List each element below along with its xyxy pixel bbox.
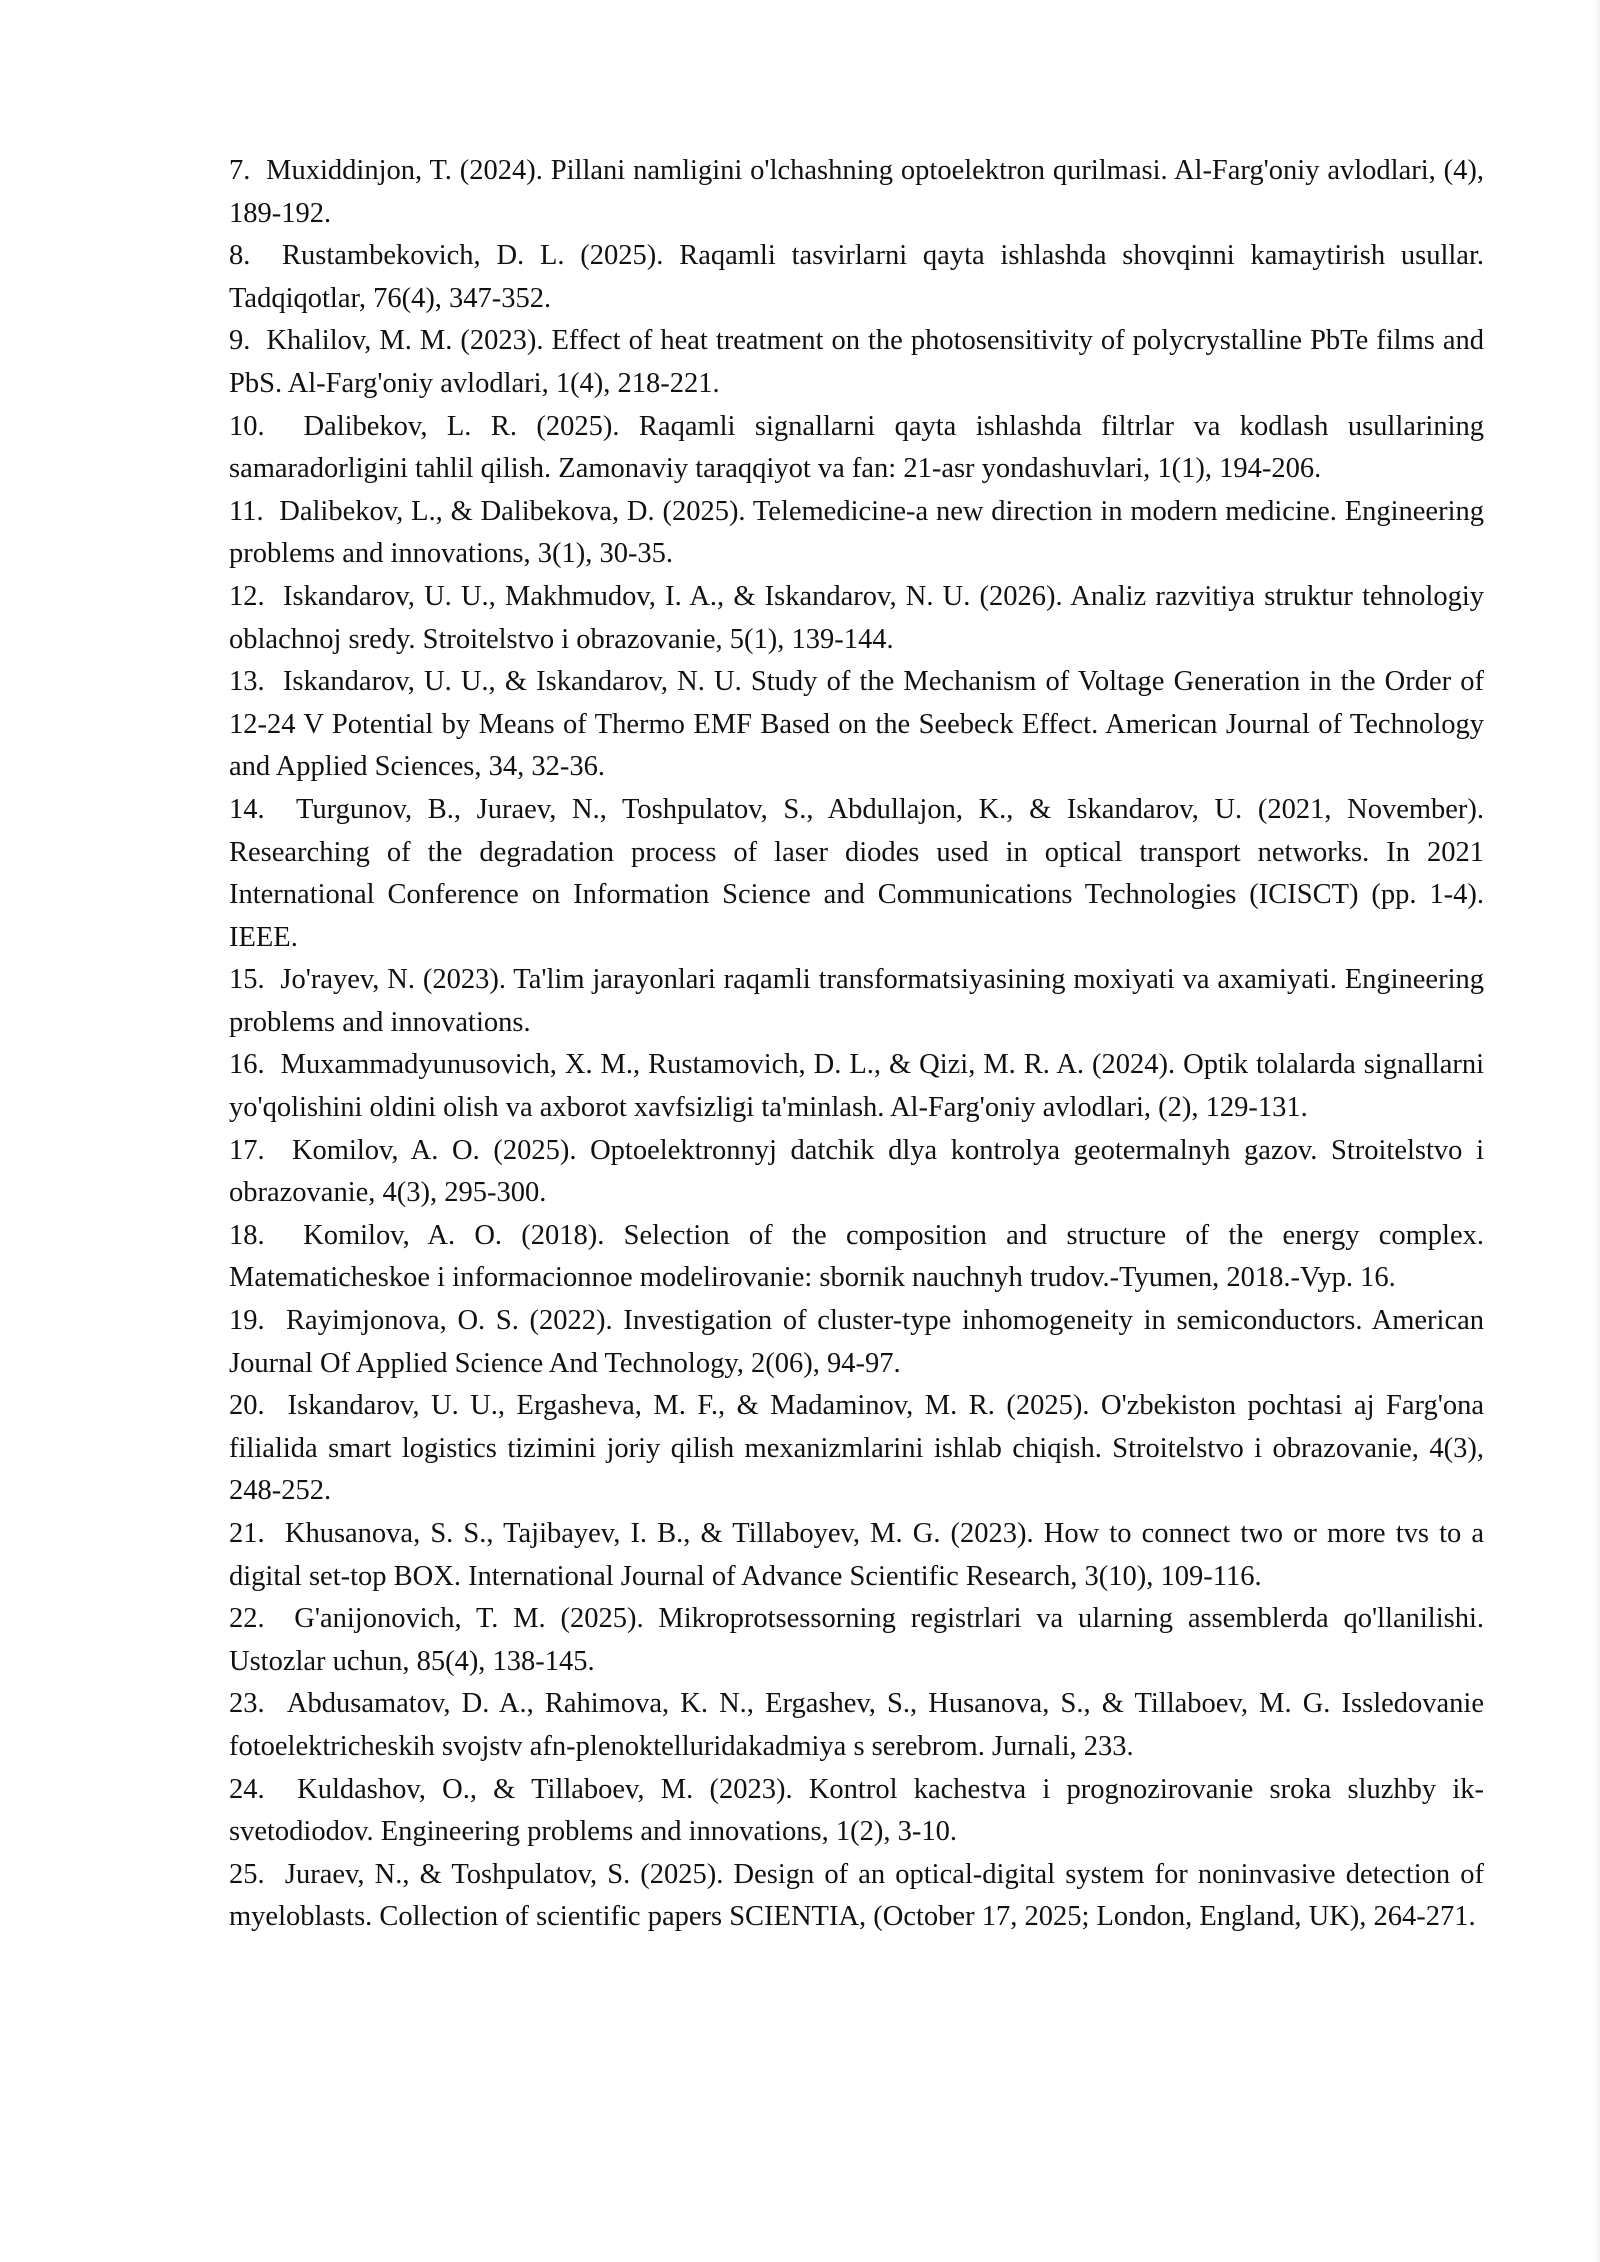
reference-list — [229, 150, 1484, 1939]
reference-number: 8. — [229, 240, 251, 272]
reference-item — [229, 1854, 1484, 1939]
reference-item — [229, 1769, 1484, 1854]
reference-number: 17. — [229, 1134, 265, 1166]
reference-item — [229, 491, 1484, 576]
reference-number: 12. — [229, 580, 265, 612]
reference-text: Muxiddinjon, T. (2024). Pillani namligini o'lchashning optoelektron qurilmasi. Al-Farg'oniy avlodlari, (4), 189-192. — [229, 155, 1484, 229]
reference-text: Iskandarov, U. U., Makhmudov, I. A., & Iskandarov, N. U. (2026). Analiz razvitiya struktur tehnologiy oblachnoj sredy. Stroitelstvo i obrazovanie, 5(1), 139-144. — [229, 580, 1485, 655]
reference-text: Dalibekov, L. R. (2025). Raqamli signallarni qayta ishlashda filtrlar va kodlash usullarining samaradorligini tahlil qilish. Zamonaviy taraqqiyot va fan: 21-asr yondashuvlari, 1(1), 194-206. — [229, 410, 1484, 485]
reference-text: Khusanova, S. S., Tajibayev, I. B., & Tillaboyev, M. G. (2023). How to connect two or more tvs to a digital set-top BOX. International Journal of Advance Scientific Research, 3(10), 109-116. — [229, 1518, 1484, 1592]
reference-text: Juraev, N., & Toshpulatov, S. (2025). Design of an optical-digital system for noninvasive detection of myeloblasts. Collection of scientific papers SCIENTIA, (October 17, 2025; London, England, UK), 264-271. — [229, 1858, 1485, 1933]
reference-item — [229, 1215, 1484, 1300]
reference-number: 20. — [229, 1390, 265, 1422]
page-edge-shadow — [1594, 0, 1600, 2262]
reference-item — [229, 1385, 1484, 1513]
reference-item — [229, 959, 1484, 1044]
reference-text: G'anijonovich, T. M. (2025). Mikroprotsessorning registrlari va ularning assemblerda qo'llanilishi. Ustozlar uchun, 85(4), 138-145. — [229, 1603, 1484, 1677]
reference-number: 21. — [229, 1518, 265, 1549]
reference-text: Abdusamatov, D. A., Rahimova, K. N., Ergashev, S., Husanova, S., & Tillaboev, M. G. Issledovanie fotoelektricheskih svojstv afn-plenoktelluridakadmiya s serebrom. Jurnali, 233. — [229, 1688, 1485, 1762]
reference-item — [229, 789, 1484, 959]
reference-number: 11. — [229, 495, 264, 527]
reference-number: 19. — [229, 1305, 265, 1337]
reference-item — [229, 1300, 1484, 1385]
reference-item — [229, 1130, 1484, 1215]
reference-item — [229, 150, 1484, 235]
reference-number: 13. — [229, 666, 265, 698]
reference-number: 7. — [229, 155, 251, 186]
reference-number: 25. — [229, 1858, 265, 1890]
reference-item — [229, 235, 1484, 320]
reference-number: 10. — [229, 410, 265, 442]
reference-item — [229, 1513, 1484, 1598]
reference-text: Rustambekovich, D. L. (2025). Raqamli tasvirlarni qayta ishlashda shovqinni kamaytirish usullar. Tadqiqotlar, 76(4), 347-352. — [229, 240, 1485, 314]
reference-number: 14. — [229, 793, 265, 825]
reference-number: 16. — [229, 1049, 265, 1081]
reference-text: Iskandarov, U. U., Ergasheva, M. F., & Madaminov, M. R. (2025). O'zbekiston pochtasi aj Farg'ona filialida smart logistics tizimini joriy qilish mexanizmlarini ishlab chiqish. Stroitelstvo i obrazovanie, 4(3), 248-252. — [229, 1390, 1484, 1507]
reference-item — [229, 1598, 1484, 1683]
reference-text: Rayimjonova, O. S. (2022). Investigation of cluster-type inhomogeneity in semiconductors. American Journal Of Applied Science And Technology, 2(06), 94-97. — [229, 1305, 1485, 1379]
reference-item — [229, 406, 1484, 491]
reference-number: 22. — [229, 1603, 265, 1635]
reference-text: Turgunov, B., Juraev, N., Toshpulatov, S., Abdullajon, K., & Iskandarov, U. (2021, November). Researching of the degradation process of laser diodes used in optical transport networks. In 2021 International Conference on Information Science and Communications Technologies (ICISCT) (pp. 1-4). IEEE. — [229, 793, 1485, 953]
reference-text: Iskandarov, U. U., & Iskandarov, N. U. Study of the Mechanism of Voltage Generation in the Order of 12-24 V Potential by Means of Thermo EMF Based on the Seebeck Effect. American Journal of Technology and Applied Sciences, 34, 32-36. — [229, 666, 1485, 783]
reference-item — [229, 1683, 1484, 1768]
reference-item — [229, 1044, 1484, 1129]
reference-text: Khalilov, M. M. (2023). Effect of heat treatment on the photosensitivity of polycrystalline PbTe films and PbS. Al-Farg'oniy avlodlari, 1(4), 218-221. — [229, 325, 1485, 399]
reference-number: 18. — [229, 1219, 265, 1251]
reference-item — [229, 320, 1484, 405]
reference-text: Komilov, A. O. (2025). Optoelektronnyj datchik dlya kontrolya geotermalnyh gazov. Stroitelstvo i obrazovanie, 4(3), 295-300. — [229, 1134, 1484, 1209]
reference-number: 23. — [229, 1688, 265, 1720]
reference-text: Komilov, A. O. (2018). Selection of the composition and structure of the energy complex. Matematicheskoe i informacionnoe modelirovanie: sbornik nauchnyh trudov.-Tyumen, 2018.-Vyp. 16. — [229, 1219, 1484, 1294]
reference-text: Muxammadyunusovich, X. M., Rustamovich, D. L., & Qizi, M. R. A. (2024). Optik tolalarda signallarni yo'qolishini oldini olish va axborot xavfsizligi ta'minlash. Al-Farg'oniy avlodlari, (2), 129-131. — [229, 1049, 1485, 1124]
reference-item — [229, 576, 1484, 661]
reference-number: 15. — [229, 964, 265, 996]
reference-text: Dalibekov, L., & Dalibekova, D. (2025). Telemedicine-a new direction in modern medicine. Engineering problems and innovations, 3(1), 30-35. — [229, 495, 1484, 570]
reference-item — [229, 661, 1484, 789]
reference-number: 24. — [229, 1773, 265, 1805]
reference-number: 9. — [229, 325, 251, 357]
reference-text: Jo'rayev, N. (2023). Ta'lim jarayonlari raqamli transformatsiyasining moxiyati va axamiyati. Engineering problems and innovations. — [229, 964, 1484, 1038]
reference-text: Kuldashov, O., & Tillaboev, M. (2023). Kontrol kachestva i prognozirovanie sroka sluzhby ik-svetodiodov. Engineering problems and innovations, 1(2), 3-10. — [229, 1773, 1485, 1848]
